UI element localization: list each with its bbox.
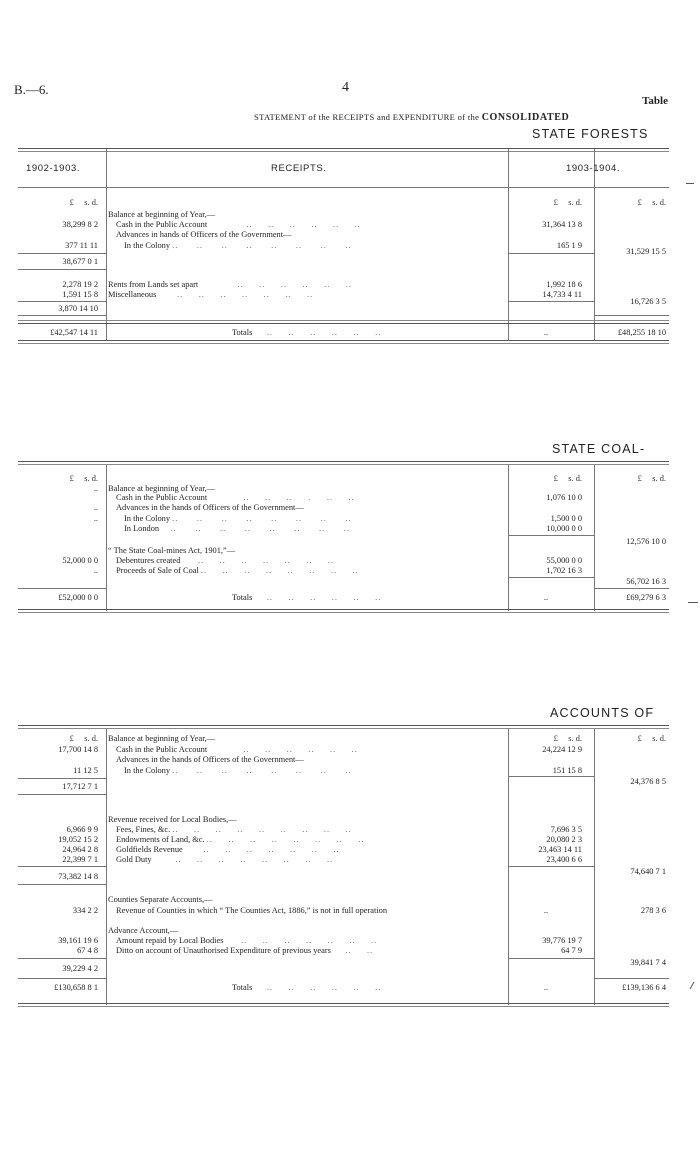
row-inner-value: 55,000 0 0 (546, 556, 582, 565)
row-description: Advances in the hands of Officers of the Government— (116, 503, 304, 512)
row-subtotal: 39,229 4 2 (62, 964, 98, 973)
row-description: Goldfields Revenue .. .. .. .. .. .. .. (116, 845, 340, 854)
row-total-inner: .. (543, 328, 549, 337)
row-total-curr: £69,279 6 3 (626, 593, 666, 602)
table-row (18, 733, 669, 744)
row-description: Gold Duty .. .. .. .. .. .. .. .. (116, 855, 334, 864)
row-inner-value: 1,702 16 3 (546, 566, 582, 575)
statement-heading-prefix: STATEMENT of the RECEIPTS and EXPENDITURE of the (254, 112, 480, 122)
accounts-table (18, 729, 669, 1005)
table-row (18, 576, 669, 587)
row-outer-value: 31,529 15 5 (626, 247, 666, 256)
row-prev-value: 17,700 14 8 (58, 745, 98, 754)
units-inner: £ s. d. (553, 734, 582, 743)
section-title-state-coal: STATE COAL- (552, 442, 646, 456)
units-left: £ s. d. (69, 198, 98, 207)
table-row (18, 229, 669, 240)
row-description: Fees, Fines, &c. .. .. .. .. .. .. .. .. .. (116, 825, 352, 834)
row-outer-value: 39,841 7 4 (630, 958, 666, 967)
table-row (18, 945, 669, 956)
section-title-accounts-of: ACCOUNTS OF (550, 706, 655, 720)
row-description: Amount repaid by Local Bodies .. .. .. .. .. .. .. (116, 936, 378, 945)
table-row (18, 894, 669, 905)
table-row (18, 781, 669, 792)
row-description: Cash in the Public Account .. .. .. .. .. .. (116, 220, 361, 229)
row-inner-value: 23,400 6 6 (546, 855, 582, 864)
row-outer-value: 56,702 16 3 (626, 577, 666, 586)
row-prev-value: 2,278 19 2 (62, 280, 98, 289)
row-total-inner: .. (543, 983, 549, 992)
row-inner-value: 64 7 9 (561, 946, 582, 955)
units-row (18, 197, 669, 208)
row-inner-value: 24,224 12 9 (542, 745, 582, 754)
row-inner-value: 31,364 13 8 (542, 220, 582, 229)
table-row (18, 905, 669, 916)
row-total-inner: .. (543, 593, 549, 602)
row-prev-value: 334 2 2 (72, 906, 98, 915)
row-total-prev: £130,658 8 1 (54, 983, 98, 992)
row-subtotal: 73,382 14 8 (58, 872, 98, 881)
row-prev-value: 39,161 19 6 (58, 936, 98, 945)
row-description: Advances in the hands of Officers of the Government— (116, 755, 304, 764)
row-description: Cash in the Public Account .. .. .. .. .. .. (116, 745, 358, 754)
row-outer-value: 74,640 7 1 (630, 867, 666, 876)
row-prev-value: .. (93, 514, 98, 523)
row-inner-value: 151 15 8 (552, 766, 582, 775)
table-row-totals (18, 592, 669, 603)
row-prev-value: .. (93, 503, 98, 512)
row-description: Revenue received for Local Bodies,— (108, 815, 237, 824)
state-coal-table (18, 465, 669, 611)
table-row (18, 765, 669, 776)
table-label: Table (642, 95, 668, 107)
row-description: Cash in the Public Account .. .. .. . .. .. (116, 493, 355, 502)
table-row (18, 754, 669, 765)
row-outer-value: 278 3 6 (640, 906, 666, 915)
units-inner: £ s. d. (553, 474, 582, 483)
row-inner-value: 20,080 2 3 (546, 835, 582, 844)
table-row (18, 963, 669, 974)
column-header-1902-1903: 1902-1903. (26, 163, 81, 174)
row-prev-value: 22,399 7 1 (62, 855, 98, 864)
units-left: £ s. d. (69, 474, 98, 483)
page-reference: B.—6. (14, 82, 49, 97)
row-description: Revenue of Counties in which “ The Counties Act, 1886,” is not in full operation (116, 906, 388, 915)
row-prev-value: 67 4 8 (77, 946, 98, 955)
statement-heading (254, 112, 569, 123)
table-row-totals (18, 982, 669, 993)
row-prev-value: 38,299 8 2 (62, 220, 98, 229)
row-description: Advance Account,— (108, 926, 179, 935)
row-description: Totals .. .. .. .. .. .. (232, 983, 382, 992)
table-row (18, 523, 669, 534)
table-row (18, 502, 669, 513)
row-description: Balance at beginning of Year,— (108, 484, 216, 493)
row-inner-value: 7,696 3 5 (550, 825, 582, 834)
row-description: In the Colony .. .. .. .. .. .. .. .. (124, 514, 352, 523)
page-number: 4 (342, 80, 349, 95)
row-outer-value: 12,576 10 0 (626, 537, 666, 546)
row-prev-value: 24,964 2 8 (62, 845, 98, 854)
row-total-prev: £42,547 14 11 (50, 328, 98, 337)
row-description: Counties Separate Accounts,— (108, 895, 213, 904)
table-row (18, 871, 669, 882)
row-description: In the Colony .. .. .. .. .. .. .. .. (124, 766, 352, 775)
table-row (18, 854, 669, 865)
row-inner-value: 1,992 18 6 (546, 280, 582, 289)
section-title-state-forests: STATE FORESTS (532, 127, 649, 141)
row-description: In London .. .. .. .. .. .. .. .. (124, 524, 350, 533)
row-inner-value: .. (543, 906, 549, 915)
units-left: £ s. d. (69, 734, 98, 743)
row-inner-value: 23,463 14 11 (538, 845, 582, 854)
row-prev-value: 1,591 15 8 (62, 290, 98, 299)
row-prev-value: .. (93, 484, 98, 493)
units-outer: £ s. d. (637, 734, 666, 743)
row-description: Miscellaneous .. .. .. .. .. .. .. (108, 290, 314, 299)
statement-heading-strong: CONSOLIDATED (481, 112, 570, 123)
row-outer-value: 16,726 3 5 (630, 297, 666, 306)
row-description: Rents from Lands set apart .. .. .. .. .. .. (108, 280, 352, 289)
table-row (18, 296, 669, 307)
state-forests-table (18, 148, 669, 324)
row-total-prev: £52,000 0 0 (58, 593, 98, 602)
row-inner-value: 14,733 4 11 (542, 290, 582, 299)
row-inner-value: 10,000 0 0 (546, 524, 582, 533)
row-total-curr: £48,255 18 10 (617, 328, 666, 337)
column-header-1903-1904: 1903-1904. (566, 163, 621, 174)
table-row (18, 565, 669, 576)
row-outer-value: 24,376 8 5 (630, 777, 666, 786)
row-total-curr: £139,136 6 4 (622, 983, 666, 992)
row-prev-value: 52,000 0 0 (62, 556, 98, 565)
row-prev-value: 11 12 5 (73, 766, 98, 775)
row-description: Proceeds of Sale of Coal .. .. .. .. .. .. .. .. (116, 566, 359, 575)
row-description: Balance at beginning of Year,— (108, 210, 216, 219)
row-description: Totals .. .. .. .. .. .. (232, 328, 382, 337)
units-outer: £ s. d. (637, 474, 666, 483)
row-description: In the Colony .. .. .. .. .. .. .. .. (124, 241, 352, 250)
row-description: Advances in hands of Officers of the Government— (116, 230, 292, 239)
row-inner-value: 165 1 9 (556, 241, 582, 250)
row-subtotal: 3,870 14 10 (58, 304, 98, 313)
row-description: Totals .. .. .. .. .. .. (232, 593, 382, 602)
row-prev-value: 377 11 11 (65, 241, 98, 250)
row-inner-value: 39,776 19 7 (542, 936, 582, 945)
row-prev-value: 6,966 9 9 (66, 825, 98, 834)
table-row (18, 246, 669, 257)
row-description: Endowments of Land, &c. .. .. .. .. .. .. .. .. (116, 835, 365, 844)
row-prev-value: 19,052 15 2 (58, 835, 98, 844)
row-description: Ditto on account of Unauthorised Expenditure of previous years .. .. (116, 946, 374, 955)
units-inner: £ s. d. (553, 198, 582, 207)
table-row (18, 256, 669, 267)
row-inner-value: 1,500 0 0 (550, 514, 582, 523)
row-description: Debentures created .. .. .. .. .. .. .. (116, 556, 335, 565)
units-outer: £ s. d. (637, 198, 666, 207)
row-inner-value: 1,076 10 0 (546, 493, 582, 502)
row-prev-value: .. (93, 566, 98, 575)
row-description: Balance at beginning of Year,— (108, 734, 216, 743)
row-subtotal: 17,712 7 1 (62, 782, 98, 791)
row-subtotal: 38,677 0 1 (62, 257, 98, 266)
row-description: “ The State Coal-mines Act, 1901,”— (108, 546, 236, 555)
column-header-receipts: RECEIPTS. (271, 163, 327, 174)
